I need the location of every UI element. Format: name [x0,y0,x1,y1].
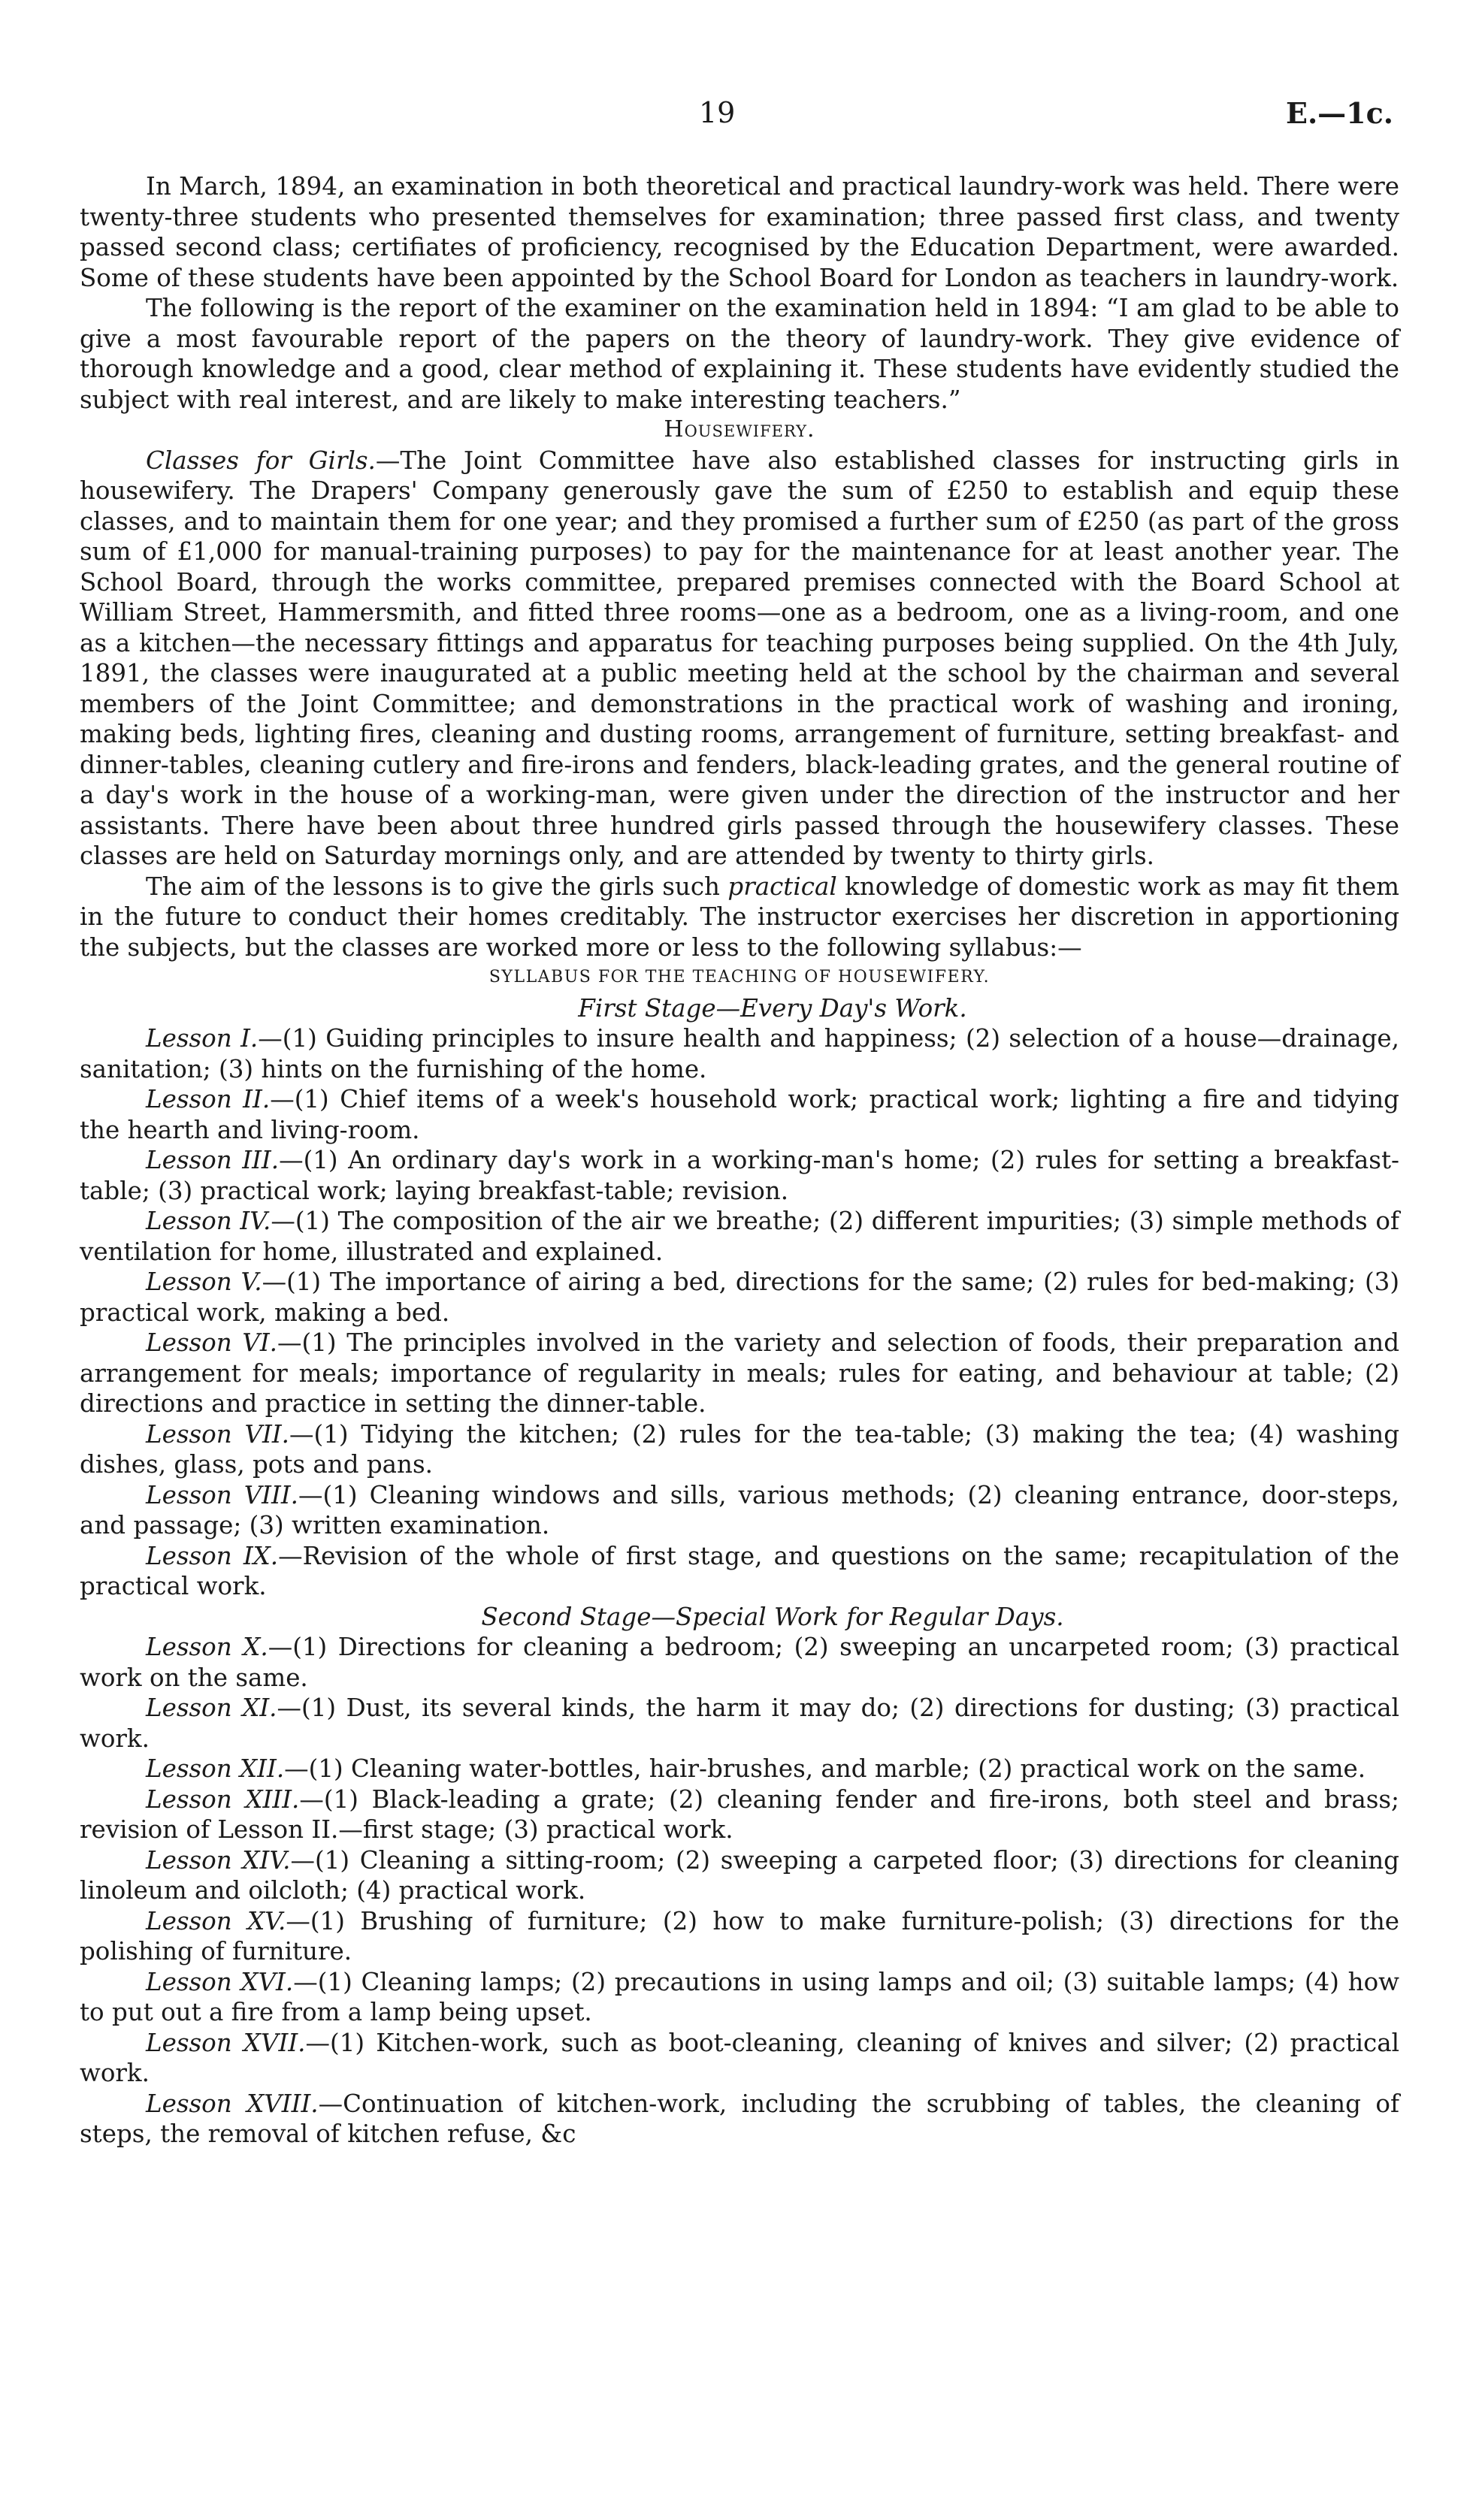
lesson-item [80,1145,1399,1206]
lesson-label: Lesson VIII. [146,1480,299,1509]
lesson-label: Lesson IX. [146,1541,279,1570]
lesson-text: —(1) Cleaning water-bottles, hair-brushes, and marble; (2) practical work on the same. [284,1754,1366,1783]
lesson-text: —(1) Cleaning windows and sills, various methods; (2) cleaning entrance, door-steps, and passage; (3) written examination. [80,1480,1399,1539]
lesson-list-second-stage [80,1632,1399,2150]
lesson-label: Lesson XV. [146,1906,286,1935]
lesson-item [80,1693,1399,1754]
lesson-item [80,2089,1399,2150]
lesson-label: Lesson II. [146,1085,271,1113]
section-heading-housewifery: Housewifery. [664,416,815,443]
stage-heading-second: Second Stage—Special Work for Regular Days. [481,1602,1064,1631]
lesson-label: Lesson VI. [146,1328,278,1357]
run-in-heading: Classes for Girls. [146,446,376,475]
lesson-label: Lesson XVIII. [146,2089,319,2118]
paragraph-laundry-exam: In March, 1894, an examination in both theoretical and practical laundry-work was held. There were twenty-three students who presented themselves for examination; three passed first class, and twenty passed second class; certifiates of proficiency, recognised by the Education Department, were awarded. Some of these students have been appointed by the School Board for London as teachers in laundry-work. [80,172,1399,292]
lesson-text: —(1) Cleaning lamps; (2) precautions in using lamps and oil; (3) suitable lamps; (4) how to put out a fire from a lamp being upset. [80,1967,1399,2026]
lesson-item [80,1480,1399,1541]
lesson-label: Lesson IV. [146,1207,271,1235]
lesson-item [80,1541,1399,1602]
lesson-label: Lesson XI. [146,1694,277,1722]
lesson-list-first-stage [80,1023,1399,1602]
lesson-label: Lesson XVI. [146,1967,294,1996]
lesson-text: —(1) Dust, its several kinds, the harm it may do; (2) directions for dusting; (3) practical work. [80,1694,1399,1753]
lesson-label: Lesson XII. [146,1754,285,1783]
lesson-item [80,1845,1399,1906]
lesson-text: —(1) Chief items of a week's household work; practical work; lighting a fire and tidying the hearth and living-room. [80,1085,1399,1144]
lesson-text: —(1) The importance of airing a bed, directions for the same; (2) rules for bed-making; (3) practical work, making a bed. [80,1268,1399,1327]
page-number: 19 [699,96,736,129]
lesson-text: —(1) Brushing of furniture; (2) how to make furniture-polish; (3) directions for the polishing of furniture. [80,1906,1399,1966]
lesson-text: —Continuation of kitchen-work, including the scrubbing of tables, the cleaning of steps, the removal of kitchen refuse, &c [80,2089,1399,2148]
page-body [80,171,1399,2150]
lesson-item [80,1967,1399,2028]
lesson-text: —(1) Cleaning a sitting-room; (2) sweeping a carpeted floor; (3) directions for cleaning linoleum and oilcloth; (4) practical work. [80,1845,1399,1905]
lesson-label: Lesson V. [146,1268,262,1296]
lesson-text: —(1) Tidying the kitchen; (2) rules for the tea-table; (3) making the tea; (4) washing dishes, glass, pots and pans. [80,1419,1399,1479]
lesson-text: —(1) An ordinary day's work in a working-man's home; (2) rules for setting a breakfast-table; (3) practical work; laying breakfast-table; revision. [80,1146,1399,1205]
lesson-item [80,1632,1399,1693]
stage-heading-first: First Stage—Every Day's Work. [578,993,967,1023]
lesson-item [80,1419,1399,1480]
lesson-label: Lesson VII. [146,1419,290,1449]
lesson-label: Lesson III. [146,1146,280,1174]
lesson-text: —(1) The composition of the air we breathe; (2) different impurities; (3) simple methods of ventilation for home, illustrated and explained. [80,1207,1399,1266]
lesson-item [80,1906,1399,1967]
paragraph-aim-of-lessons [80,872,1399,963]
lesson-text: —(1) Kitchen-work, such as boot-cleaning, cleaning of knives and silver; (2) practical work. [80,2028,1399,2087]
lesson-item [80,2028,1399,2089]
lesson-text: —Revision of the whole of first stage, and questions on the same; recapitulation of the practical work. [80,1541,1399,1600]
lesson-text: —(1) Guiding principles to insure health and happiness; (2) selection of a house—drainage, sanitation; (3) hints on the furnishing of the home. [80,1024,1399,1083]
lesson-label: Lesson XIV. [146,1845,291,1875]
lesson-text: —(1) Black-leading a grate; (2) cleaning fender and fire-irons, both steel and brass; revision of Lesson II.—first stage; (3) practical work. [80,1784,1400,1844]
lesson-item [80,1784,1399,1845]
paragraph-text: The aim of the lessons is to give the girls such [146,872,728,901]
document-code: E.—1c. [1285,96,1393,130]
lesson-item [80,1206,1399,1267]
emphasis: practical [727,872,837,901]
syllabus-heading: SYLLABUS FOR THE TEACHING OF HOUSEWIFERY. [488,968,991,987]
lesson-text: —(1) Directions for cleaning a bedroom; (2) sweeping an uncarpeted room; (3) practical work on the same. [80,1633,1399,1692]
lesson-label: Lesson I. [146,1024,259,1053]
lesson-item [80,1267,1399,1328]
lesson-label: Lesson X. [146,1633,268,1661]
lesson-item [80,1754,1399,1784]
page-header [0,96,1482,141]
lesson-label: Lesson XVII. [146,2028,306,2057]
paragraph-text: knowledge of domestic work as may fit them in the future to conduct their homes creditably. The instructor exercises her discretion in apportioning the subjects, but the classes are worked more or less to the following syllabus:— [80,872,1400,962]
lesson-item [80,1023,1399,1084]
paragraph-examiner-report: The following is the report of the examiner on the examination held in 1894: “I am glad to be able to give a most favourable report of the papers on the theory of laundry-work. They give evidence of thorough knowledge and a good, clear method of explaining it. These students have evidently studied the subject with real interest, and are likely to make interesting teachers.” [80,294,1399,414]
paragraph-classes-for-girls [80,446,1399,872]
lesson-label: Lesson XIII. [146,1784,300,1814]
paragraph-text: —The Joint Committee have also established classes for instructing girls in housewifery. The Drapers' Company generously gave the sum of £250 to establish and equip these classes, and to maintain them for one year; and they promised a further sum of £250 (as part of the gross sum of £1,000 for manual-training purposes) to pay for the maintenance for at least another year. The School Board, through the works committee, prepared premises connected with the Board School at William Street, Hammersmith, and fitted three rooms—one as a bedroom, one as a living-room, and one as a kitchen—the necessary fittings and apparatus for teaching purposes being supplied. On the 4th July, 1891, the classes were inaugurated at a public meeting held at the school by the chairman and several members of the Joint Committee; and demonstrations in the practical work of washing and ironing, making beds, lighting fires, cleaning and dusting rooms, arrangement of furniture, setting breakfast- and dinner-tables, cleaning cutlery and fire-irons and fenders, black-leading grates, and the general routine of a day's work in the house of a working-man, were given under the direction of the instructor and her assistants. There have been about three hundred girls passed through the housewifery classes. These classes are held on Saturday mornings only, and are attended by twenty to thirty girls. [80,446,1400,870]
lesson-text: —(1) The principles involved in the variety and selection of foods, their preparation and arrangement for meals; importance of regularity in meals; rules for eating, and behaviour at table; (2) directions and practice in setting the dinner-table. [80,1328,1400,1418]
lesson-item [80,1328,1399,1419]
lesson-item [80,1084,1399,1145]
